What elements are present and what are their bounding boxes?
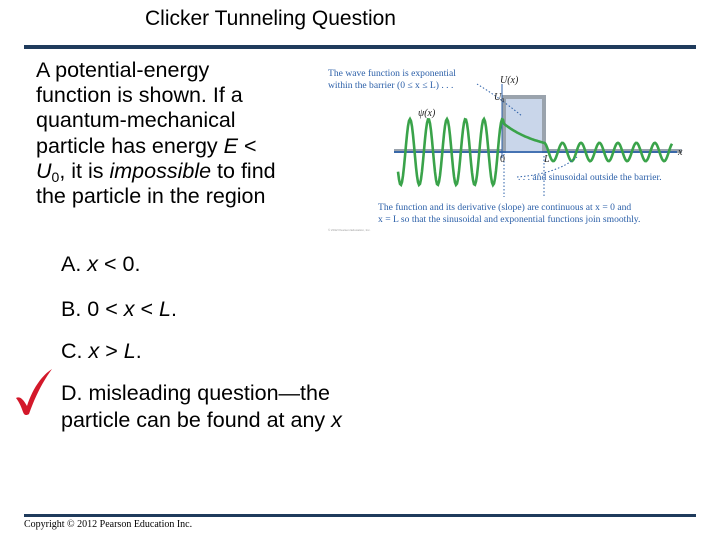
slide-title: Clicker Tunneling Question bbox=[145, 7, 396, 30]
title-underline bbox=[24, 45, 696, 49]
question-line: $U_0$, it is impossible to find bbox=[36, 158, 276, 185]
checkmark-icon bbox=[14, 368, 54, 418]
annotation-top-line2: within the barrier (0 ≤ x ≤ L) . . . bbox=[328, 80, 454, 91]
tunneling-figure bbox=[322, 64, 688, 236]
barrier-fill bbox=[504, 97, 544, 151]
x-axis-label: x bbox=[678, 147, 683, 158]
annotation-top-line1: The wave function is exponential bbox=[328, 68, 456, 79]
choice-c[interactable]: C. x > L. bbox=[61, 339, 142, 363]
annotation-right: . . . and sinusoidal outside the barrier. bbox=[518, 172, 662, 183]
annotation-bottom-line2: x = L so that the sinusoidal and exponential functions join smoothly. bbox=[378, 214, 641, 225]
question-line: function is shown. If a bbox=[36, 83, 243, 108]
question-line: particle has energy E < bbox=[36, 133, 257, 158]
figure-credit: © 2012 Pearson Education, Inc. bbox=[328, 228, 371, 232]
annotation-bottom-line1: The function and its derivative (slope) are continuous at x = 0 and bbox=[378, 202, 632, 213]
L-label: L bbox=[544, 154, 550, 165]
u0-label: $U_0$ bbox=[494, 92, 505, 104]
footer-rule bbox=[24, 514, 696, 517]
psi-label: ψ(x) bbox=[418, 108, 436, 119]
choice-b[interactable]: B. 0 < x < L. bbox=[61, 297, 177, 321]
question-line: quantum-mechanical bbox=[36, 108, 236, 133]
question-text bbox=[36, 58, 326, 209]
question-line: A potential-energy bbox=[36, 58, 210, 82]
zero-label: 0 bbox=[500, 154, 505, 165]
potential-label: U(x) bbox=[500, 75, 519, 86]
choice-a[interactable]: A. x < 0. bbox=[61, 252, 141, 276]
copyright-notice: Copyright © 2012 Pearson Education Inc. bbox=[24, 519, 193, 530]
question-line: the particle in the region bbox=[36, 184, 266, 209]
choice-d[interactable]: D. misleading question—the particle can be found at any x bbox=[61, 381, 342, 432]
